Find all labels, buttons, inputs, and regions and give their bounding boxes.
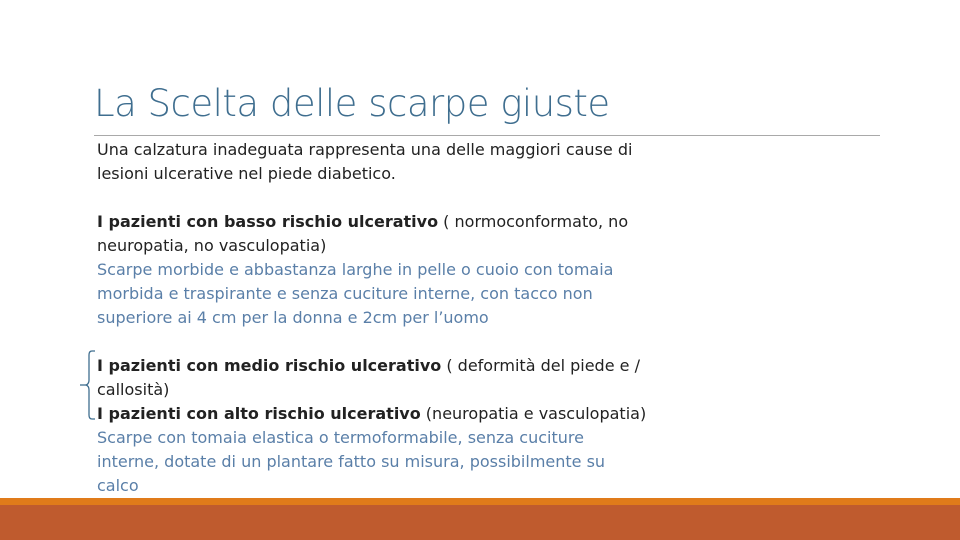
medium-risk-heading-rest: ( deformità del piede e / <box>441 356 640 375</box>
high-risk-heading-bold: I pazienti con alto rischio ulcerativo <box>97 404 421 423</box>
slide-title: La Scelta delle scarpe giuste <box>94 82 610 125</box>
low-risk-heading <box>97 210 657 234</box>
footer-bar <box>0 505 960 540</box>
title-divider <box>94 135 880 136</box>
low-risk-heading-rest: ( normoconformato, no <box>438 212 629 231</box>
low-risk-advice-line-3: superiore ai 4 cm per la donna e 2cm per l’uomo <box>97 308 489 327</box>
intro-line-2: lesioni ulcerative nel piede diabetico. <box>97 164 396 183</box>
medium-risk-heading-bold: I pazienti con medio rischio ulcerativo <box>97 356 442 375</box>
intro-line-1: Una calzatura inadeguata rappresenta una delle maggiori cause di <box>97 140 633 159</box>
slide-content <box>97 138 657 498</box>
spacer <box>97 186 657 210</box>
medium-risk-heading-line-2: callosità) <box>97 380 170 399</box>
low-risk-advice-line-2: morbida e traspirante e senza cuciture interne, con tacco non <box>97 284 593 303</box>
spacer <box>97 330 657 354</box>
low-risk-advice-line-1: Scarpe morbide e abbastanza larghe in pelle o cuoio con tomaia <box>97 260 614 279</box>
high-risk-advice-line-1: Scarpe con tomaia elastica o termoformabile, senza cuciture <box>97 428 584 447</box>
medium-risk-heading <box>97 354 657 378</box>
low-risk-heading-line-2: neuropatia, no vasculopatia) <box>97 236 327 255</box>
high-risk-heading-rest: (neuropatia e vasculopatia) <box>420 404 647 423</box>
footer-accent-bar <box>0 498 960 505</box>
high-risk-advice-line-3: calco <box>97 476 139 495</box>
low-risk-heading-bold: I pazienti con basso rischio ulcerativo <box>97 212 439 231</box>
high-risk-advice-line-2: interne, dotate di un plantare fatto su misura, possibilmente su <box>97 452 606 471</box>
left-brace-icon <box>78 350 98 420</box>
high-risk-heading <box>97 402 657 426</box>
